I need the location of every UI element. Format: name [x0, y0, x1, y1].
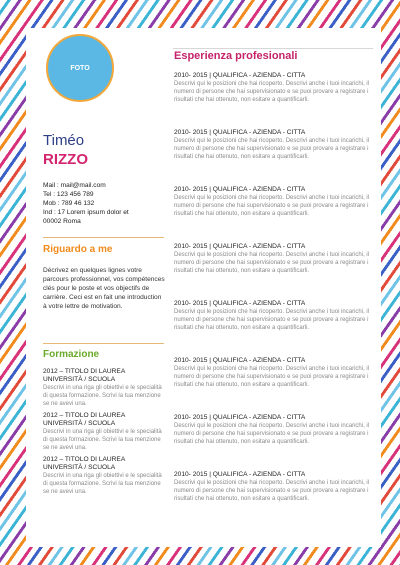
first-name: Timéo [43, 132, 85, 149]
resume-sheet [26, 28, 381, 547]
experience-desc: Descrivi qui le posizioni che hai ricoperto. Descrivi anche i tuoi incarichi, il numero di persone che hai supervisionato e se puoi provare a registrare i risultati che hai ottenuto, non esitare a quantificarli. [174, 366, 370, 388]
experience-desc: Descrivi qui le posizioni che hai ricoperto. Descrivi anche i tuoi incarichi, il numero di persone che hai supervisionato e se puoi provare a registrare i risultati che hai ottenuto, non esitare a quantificarli. [174, 309, 370, 331]
experience-desc: Descrivi qui le posizioni che hai ricoperto. Descrivi anche i tuoi incarichi, il numero di persone che hai supervisionato e se puoi provare a registrare i risultati che hai ottenuto, non esitare a quantificarli. [174, 480, 370, 502]
experience-item [174, 185, 376, 242]
experience-head: 2010- 2015 | QUALIFICA - AZIENDA - CITTA [174, 243, 306, 250]
experience-item [174, 356, 376, 413]
last-name: RIZZO [43, 151, 88, 168]
education-head: 2012 – TITOLO DI LAUREA UNIVERSITÀ / SCUOLA [43, 456, 125, 471]
contact-mail: Mail : mail@mail.com [43, 182, 106, 189]
education-desc: Descrivi in una riga gli obiettivi e le specialità di questa formazione. Scrivi la tua menzione se ne avevi una. [43, 385, 162, 407]
divider [173, 48, 373, 49]
experience-desc: Descrivi qui le posizioni che hai ricoperto. Descrivi anche i tuoi incarichi, il numero di persone che hai supervisionato e se puoi provare a registrare i risultati che hai ottenuto, non esitare a quantificarli. [174, 195, 370, 217]
experience-item [174, 413, 376, 470]
experience-desc: Descrivi qui le posizioni che hai ricoperto. Descrivi anche i tuoi incarichi, il numero di persone che hai supervisionato e se puoi provare a registrare i risultati che hai ottenuto, non esitare a quantificarli. [174, 138, 370, 160]
education-head: 2012 – TITOLO DI LAUREA UNIVERSITÀ / SCUOLA [43, 368, 125, 383]
experience-head: 2010- 2015 | QUALIFICA - AZIENDA - CITTA [174, 357, 306, 364]
experience-head: 2010- 2015 | QUALIFICA - AZIENDA - CITTA [174, 414, 306, 421]
contact-block [43, 181, 163, 226]
experience-item [174, 242, 376, 299]
divider [43, 343, 164, 344]
education-item [43, 368, 165, 408]
divider [43, 237, 164, 238]
experience-head: 2010- 2015 | QUALIFICA - AZIENDA - CITTA [174, 186, 306, 193]
education-desc: Descrivi in una riga gli obiettivi e le specialità di questa formazione. Scrivi la tua menzione se ne avevi una. [43, 429, 162, 451]
contact-address: Ind : 17 Lorem ipsum dolor et [43, 209, 129, 216]
experience-head: 2010- 2015 | QUALIFICA - AZIENDA - CITTA [174, 471, 306, 478]
education-list [43, 368, 165, 500]
contact-tel: Tel : 123 456 789 [43, 191, 94, 198]
experience-desc: Descrivi qui le posizioni che hai ricoperto. Descrivi anche i tuoi incarichi, il numero di persone che hai supervisionato e se puoi provare a registrare i risultati che hai ottenuto, non esitare a quantificarli. [174, 423, 370, 445]
experience-head: 2010- 2015 | QUALIFICA - AZIENDA - CITTA [174, 129, 306, 136]
education-title: Formazione [43, 349, 100, 360]
experience-title: Esperienza profesionali [174, 50, 298, 62]
experience-item [174, 71, 376, 128]
experience-item [174, 299, 376, 356]
experience-desc: Descrivi qui le posizioni che hai ricoperto. Descrivi anche i tuoi incarichi, il numero di persone che hai supervisionato e se puoi provare a registrare i risultati che hai ottenuto, non esitare a quantificarli. [174, 81, 370, 103]
experience-desc: Descrivi qui le posizioni che hai ricoperto. Descrivi anche i tuoi incarichi, il numero di persone che hai supervisionato e se puoi provare a registrare i risultati che hai ottenuto, non esitare a quantificarli. [174, 252, 370, 274]
education-head: 2012 – TITOLO DI LAUREA UNIVERSITÀ / SCUOLA [43, 412, 125, 427]
contact-mob: Mob : 789 46 132 [43, 200, 95, 207]
education-item [43, 412, 165, 452]
experience-item [174, 128, 376, 185]
experience-head: 2010- 2015 | QUALIFICA - AZIENDA - CITTA [174, 300, 306, 307]
education-item [43, 456, 165, 496]
photo-label: FOTO [70, 64, 90, 72]
photo-placeholder [46, 34, 114, 102]
about-text: Décrivez en quelques lignes votre parcours professionnel, vos compétences clés pour le poste et vos objectifs de carrière. Ceci est en fait une introduction à votre lettre de motivation. [43, 267, 165, 310]
about-title: Riguardo a me [43, 244, 113, 255]
experience-item [174, 470, 376, 527]
education-desc: Descrivi in una riga gli obiettivi e le specialità di questa formazione. Scrivi la tua menzione se ne avevi una. [43, 473, 162, 495]
experience-head: 2010- 2015 | QUALIFICA - AZIENDA - CITTA [174, 72, 306, 79]
experience-list [174, 71, 376, 527]
contact-city: 00002 Roma [43, 218, 81, 225]
